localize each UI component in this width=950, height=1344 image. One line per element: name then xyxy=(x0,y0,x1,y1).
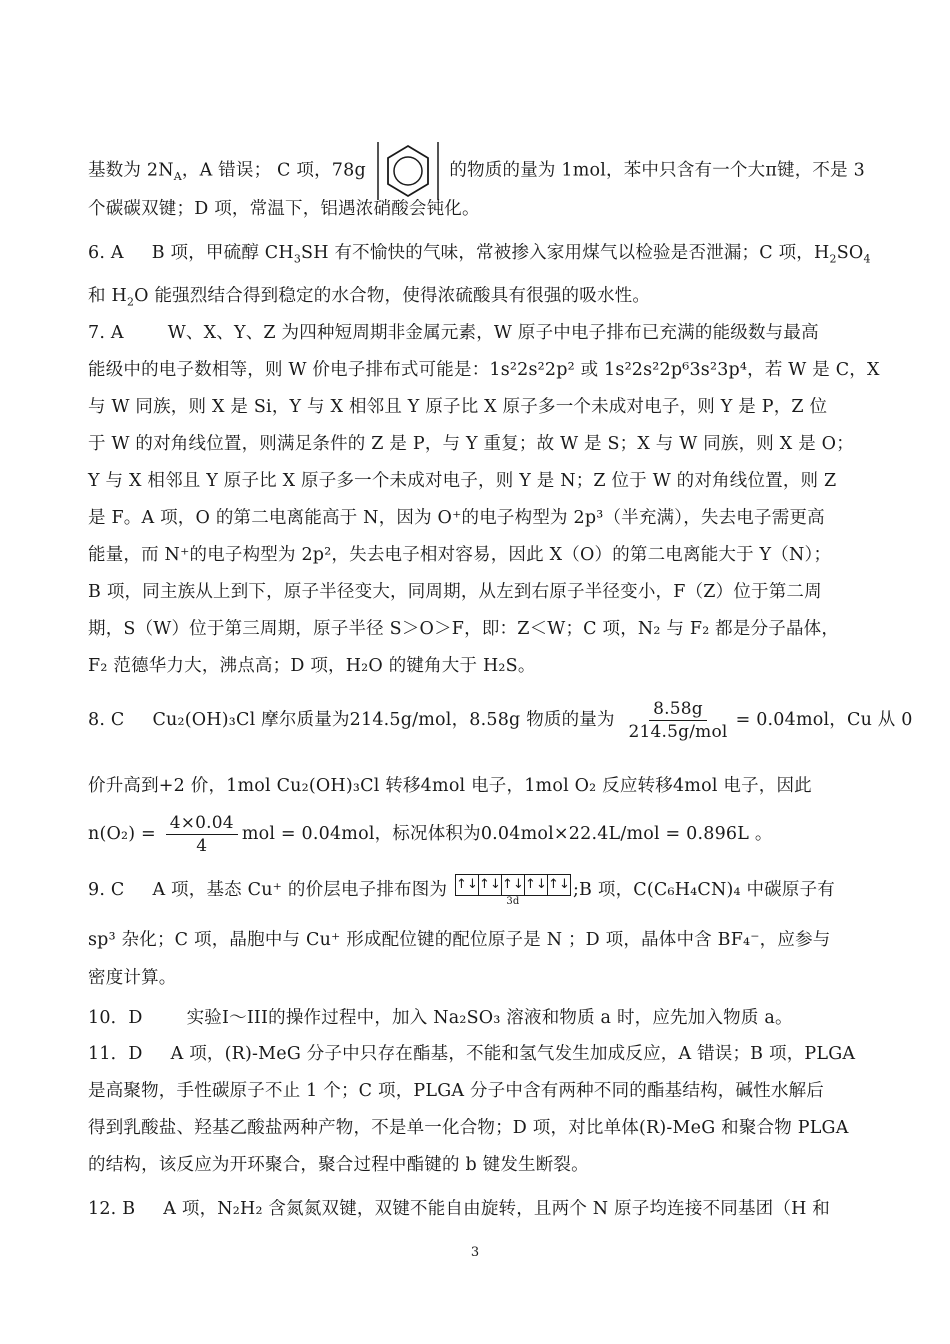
text-line: 是高聚物，手性碳原子不止 1 个；C 项，PLGA 分子中含有两种不同的酯基结构，碱性水解后 xyxy=(88,1081,824,1101)
orbital-box: ↑↓ xyxy=(547,877,571,892)
text-line: 密度计算。 xyxy=(88,968,177,988)
text-line: 能量，而 N⁺的电子构型为 2p²，失去电子相对容易，因此 X（O）的第二电离能大于 Y（N）； xyxy=(88,545,832,565)
text-line: 期，S（W）位于第三周期，原子半径 S＞O＞F，即：Z＜W；C 项，N₂ 与 F₂ 都是分子晶体， xyxy=(88,619,840,639)
orbital-box: ↑↓ xyxy=(525,875,548,895)
text-line: 的结构，该反应为开环聚合，聚合过程中酯键的 b 键发生断裂。 xyxy=(88,1155,589,1175)
text-line: B 项，同主族从上到下，原子半径变大，同周期，从左到右原子半径变小，F（Z）位于第二周 xyxy=(88,582,822,602)
orbital-diagram xyxy=(455,874,571,907)
text-line: 10．D 实验I～III的操作过程中，加入 Na₂SO₃ 溶液和物质 a 时，应先加入物质 a。 xyxy=(88,1008,793,1028)
orbital-box: ↑↓ xyxy=(456,875,479,895)
text-line: 9. C A 项，基态 Cu⁺ 的价层电子排布图为 ↑↓ ↑↓ ↑↓ ↑↓ ↑↓ 3d ;B 项，C(C₆H₄CN)₄ 中碳原子有 xyxy=(88,874,868,907)
fraction: $\frac{4\times 0.04}{4}$ xyxy=(166,812,238,857)
text-line: 得到乳酸盐、羟基乙酸盐两种产物，不是单一化合物；D 项，对比单体(R)-MeG 和聚合物 PLGA xyxy=(88,1118,849,1138)
text-line: 是 F。A 项，O 的第二电离能高于 N，因为 O⁺的电子构型为 2p³（半充满），失去电子需更高 xyxy=(88,508,825,528)
text-line: 7. A W、X、Y、Z 为四种短周期非金属元素，W 原子中电子排布已充满的能级数与最高 xyxy=(88,323,819,343)
text-line: 12. B A 项，N₂H₂ 含氮氮双键，双键不能自由旋转，且两个 N 原子均连接不同基团（H 和 xyxy=(88,1199,830,1219)
text-line: 11．D A 项，(R)-MeG 分子中只存在酯基，不能和氢气发生加成反应，A 错误；B 项，PLGA xyxy=(88,1044,856,1064)
fraction: $\frac{8.58g}{\text{214.5g/mol}}$ xyxy=(628,699,728,742)
text-line: 与 W 同族，则 X 是 Si，Y 与 X 相邻且 Y 原子比 X 原子多一个未成对电子，则 Y 是 P，Z 位 xyxy=(88,397,828,417)
text-line: Y 与 X 相邻且 Y 原子比 X 原子多一个未成对电子，则 Y 是 N；Z 位于 W 的对角线位置，则 Z xyxy=(88,471,837,491)
text-line: n(O₂) = $\frac{4\times 0.04}{4}$ mol = 0.04mol，标况体积为0.04mol×22.4L/mol = 0.896L 。 xyxy=(88,813,773,856)
text-line: 8. C Cu₂(OH)₃Cl 摩尔质量为214.5g/mol，8.58g 物质的量为 $\frac{8.58g}{\text{214.5g/mol}}$ = 0.04mol，Cu 从 0 xyxy=(88,699,913,742)
orbital-box: ↑↓ xyxy=(502,875,525,895)
benzene-ring-icon xyxy=(376,140,440,202)
text-line: 6. A B 项，甲硫醇 $CH_3SH$ 有不愉快的气味，常被掺入家用煤气以检验是否泄漏；C 项，$H_2SO_4$ xyxy=(88,243,871,266)
text-line: 价升高到+2 价，1mol Cu₂(OH)₃Cl 转移4mol 电子，1mol O₂ 反应转移4mol 电子，因此 xyxy=(88,776,812,796)
page-number: 3 xyxy=(470,1245,480,1260)
text-line: 个碳碳双键；D 项，常温下，铝遇浓硝酸会钝化。 xyxy=(88,199,480,219)
text-line: 于 W 的对角线位置，则满足条件的 Z 是 P，与 Y 重复；故 W 是 S；X 与 W 同族，则 X 是 O； xyxy=(88,434,854,454)
text-line: 基数为 $2N_A$，A 错误； C 项，78g 的物质的量为 1mol，苯中只含有一个大π键，不是 3 xyxy=(88,140,868,202)
text-line: sp³ 杂化；C 项，晶胞中与 Cu⁺ 形成配位键的配位原子是 N ；D 项，晶体中含 BF₄⁻，应参与 xyxy=(88,930,831,950)
text-line: 和 $H_2O$ 能强烈结合得到稳定的水合物，使得浓硫酸具有很强的吸水性。 xyxy=(88,286,651,309)
orbital-label: 3d xyxy=(506,896,520,907)
orbital-box: ↑↓ xyxy=(479,875,502,895)
orbital-boxes xyxy=(455,874,571,896)
text-line: 能级中的电子数相等，则 W 价电子排布式可能是：1s²2s²2p² 或 1s²2s²2p⁶3s²3p⁴，若 W 是 C，X xyxy=(88,360,880,380)
text-line: F₂ 范德华力大，沸点高；D 项，H₂O 的键角大于 H₂S。 xyxy=(88,656,536,676)
